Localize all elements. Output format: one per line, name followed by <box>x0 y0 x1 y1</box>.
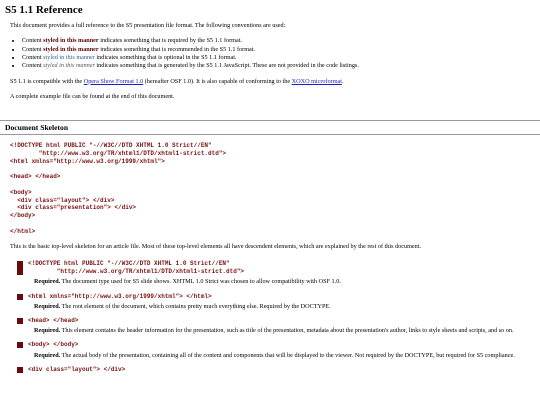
bullet-marker <box>17 367 23 373</box>
conventions-list <box>10 37 530 70</box>
bullet-marker <box>17 318 23 324</box>
section-divider-top <box>0 120 540 121</box>
entry-tag: <head> </head> <box>28 317 79 324</box>
intro <box>10 22 530 109</box>
bullet-marker <box>17 261 23 275</box>
section-divider-bottom <box>0 134 540 135</box>
entry-tag: <!DOCTYPE html PUBLIC "-//W3C//DTD XHTML 1.0 Strict//EN" "http://www.w3.org/TR/xhtml1/DTD/xhtml1-strict.dtd"> <box>28 260 245 276</box>
element-entries <box>17 260 532 380</box>
entry-head <box>17 317 532 335</box>
bullet-marker <box>17 294 23 300</box>
styled-sample-required: styled in this manner <box>43 37 99 45</box>
entry-html <box>17 293 532 311</box>
entry-tag: <div class="layout"> </div> <box>28 365 126 373</box>
xoxo-link[interactable]: XOXO microformat <box>291 77 343 85</box>
entry-doctype <box>17 260 532 287</box>
entry-layout-div <box>17 366 532 374</box>
bullet-marker <box>17 342 23 348</box>
entry-tag: <body> </body> <box>28 341 79 349</box>
entry-note: Required. The actual body of the presentation, containing all of the content and components that will be displayed to the viewer. Not required by the DOCTYPE, but required for S5 compliance. <box>34 351 515 359</box>
entry-tag: <html xmlns="http://www.w3.org/1999/xhtml"> </html> <box>28 292 212 300</box>
osf-link[interactable]: Opera Show Format 1.0 <box>83 77 144 85</box>
entry-body <box>17 341 532 359</box>
entry-note: Required. The document type used for S5 slide shows. XHTML 1.0 Strict was chosen to allow compatibility with OSF 1.0. <box>34 278 341 286</box>
convention-generated: • Content styled in this manner indicates something that is generated by the S5 1.1 JavaScript. These are not provided in the code listings. <box>22 62 530 70</box>
skeleton-description: This is the basic top-level skeleton for an article file. Most of these top-level elements all have descendent elements, which are explained by the rest of this document. <box>10 243 421 250</box>
styled-sample-recommended: styled in this manner <box>43 45 99 53</box>
example-note: A complete example file can be found at the end of this document. <box>10 93 175 101</box>
convention-optional: • Content styled in this manner indicates something that is optional in the S5 1.1 format. <box>22 54 530 62</box>
intro-lead: This document provides a full reference to the S5 presentation file format. The following conventions are used: <box>10 22 286 29</box>
compat-paragraph: S5 1.1 is compatible with the Opera Show Format 1.0 (hereafter OSF 1.0). It is also capable of conforming to the XOXO microformat. <box>10 77 344 85</box>
styled-sample-generated: styled in this manner <box>43 62 95 70</box>
page-title: S5 1.1 Reference <box>5 4 83 16</box>
entry-note: Required. The root element of the document, which contains pretty much everything else. Required by the DOCTYPE. <box>34 302 331 310</box>
entry-note: Required. This element contains the header information for the presentation, such as title of the presentation, metadata about the presentation's author, links to style sheets and scripts, and so on. <box>34 327 514 335</box>
styled-sample-optional: styled in this manner <box>43 54 95 62</box>
convention-recommended: • Content styled in this manner indicates something that is recommended in the S5 1.1 format. <box>22 46 530 54</box>
convention-required: • Content styled in this manner indicates something that is required by the S5 1.1 format. <box>22 37 530 45</box>
section-title: Document Skeleton <box>5 123 69 132</box>
skeleton-code-listing: <!DOCTYPE html PUBLIC "-//W3C//DTD XHTML 1.0 Strict//EN" "http://www.w3.org/TR/xhtml1/DTD/xhtml1-strict.dtd"> <html xmlns="http://www.w3.org/1999/xhtml"> <head> </head> <body> <div class="layout"> </div> <div class="presentation"> </div> </body> </html> <box>10 142 227 235</box>
